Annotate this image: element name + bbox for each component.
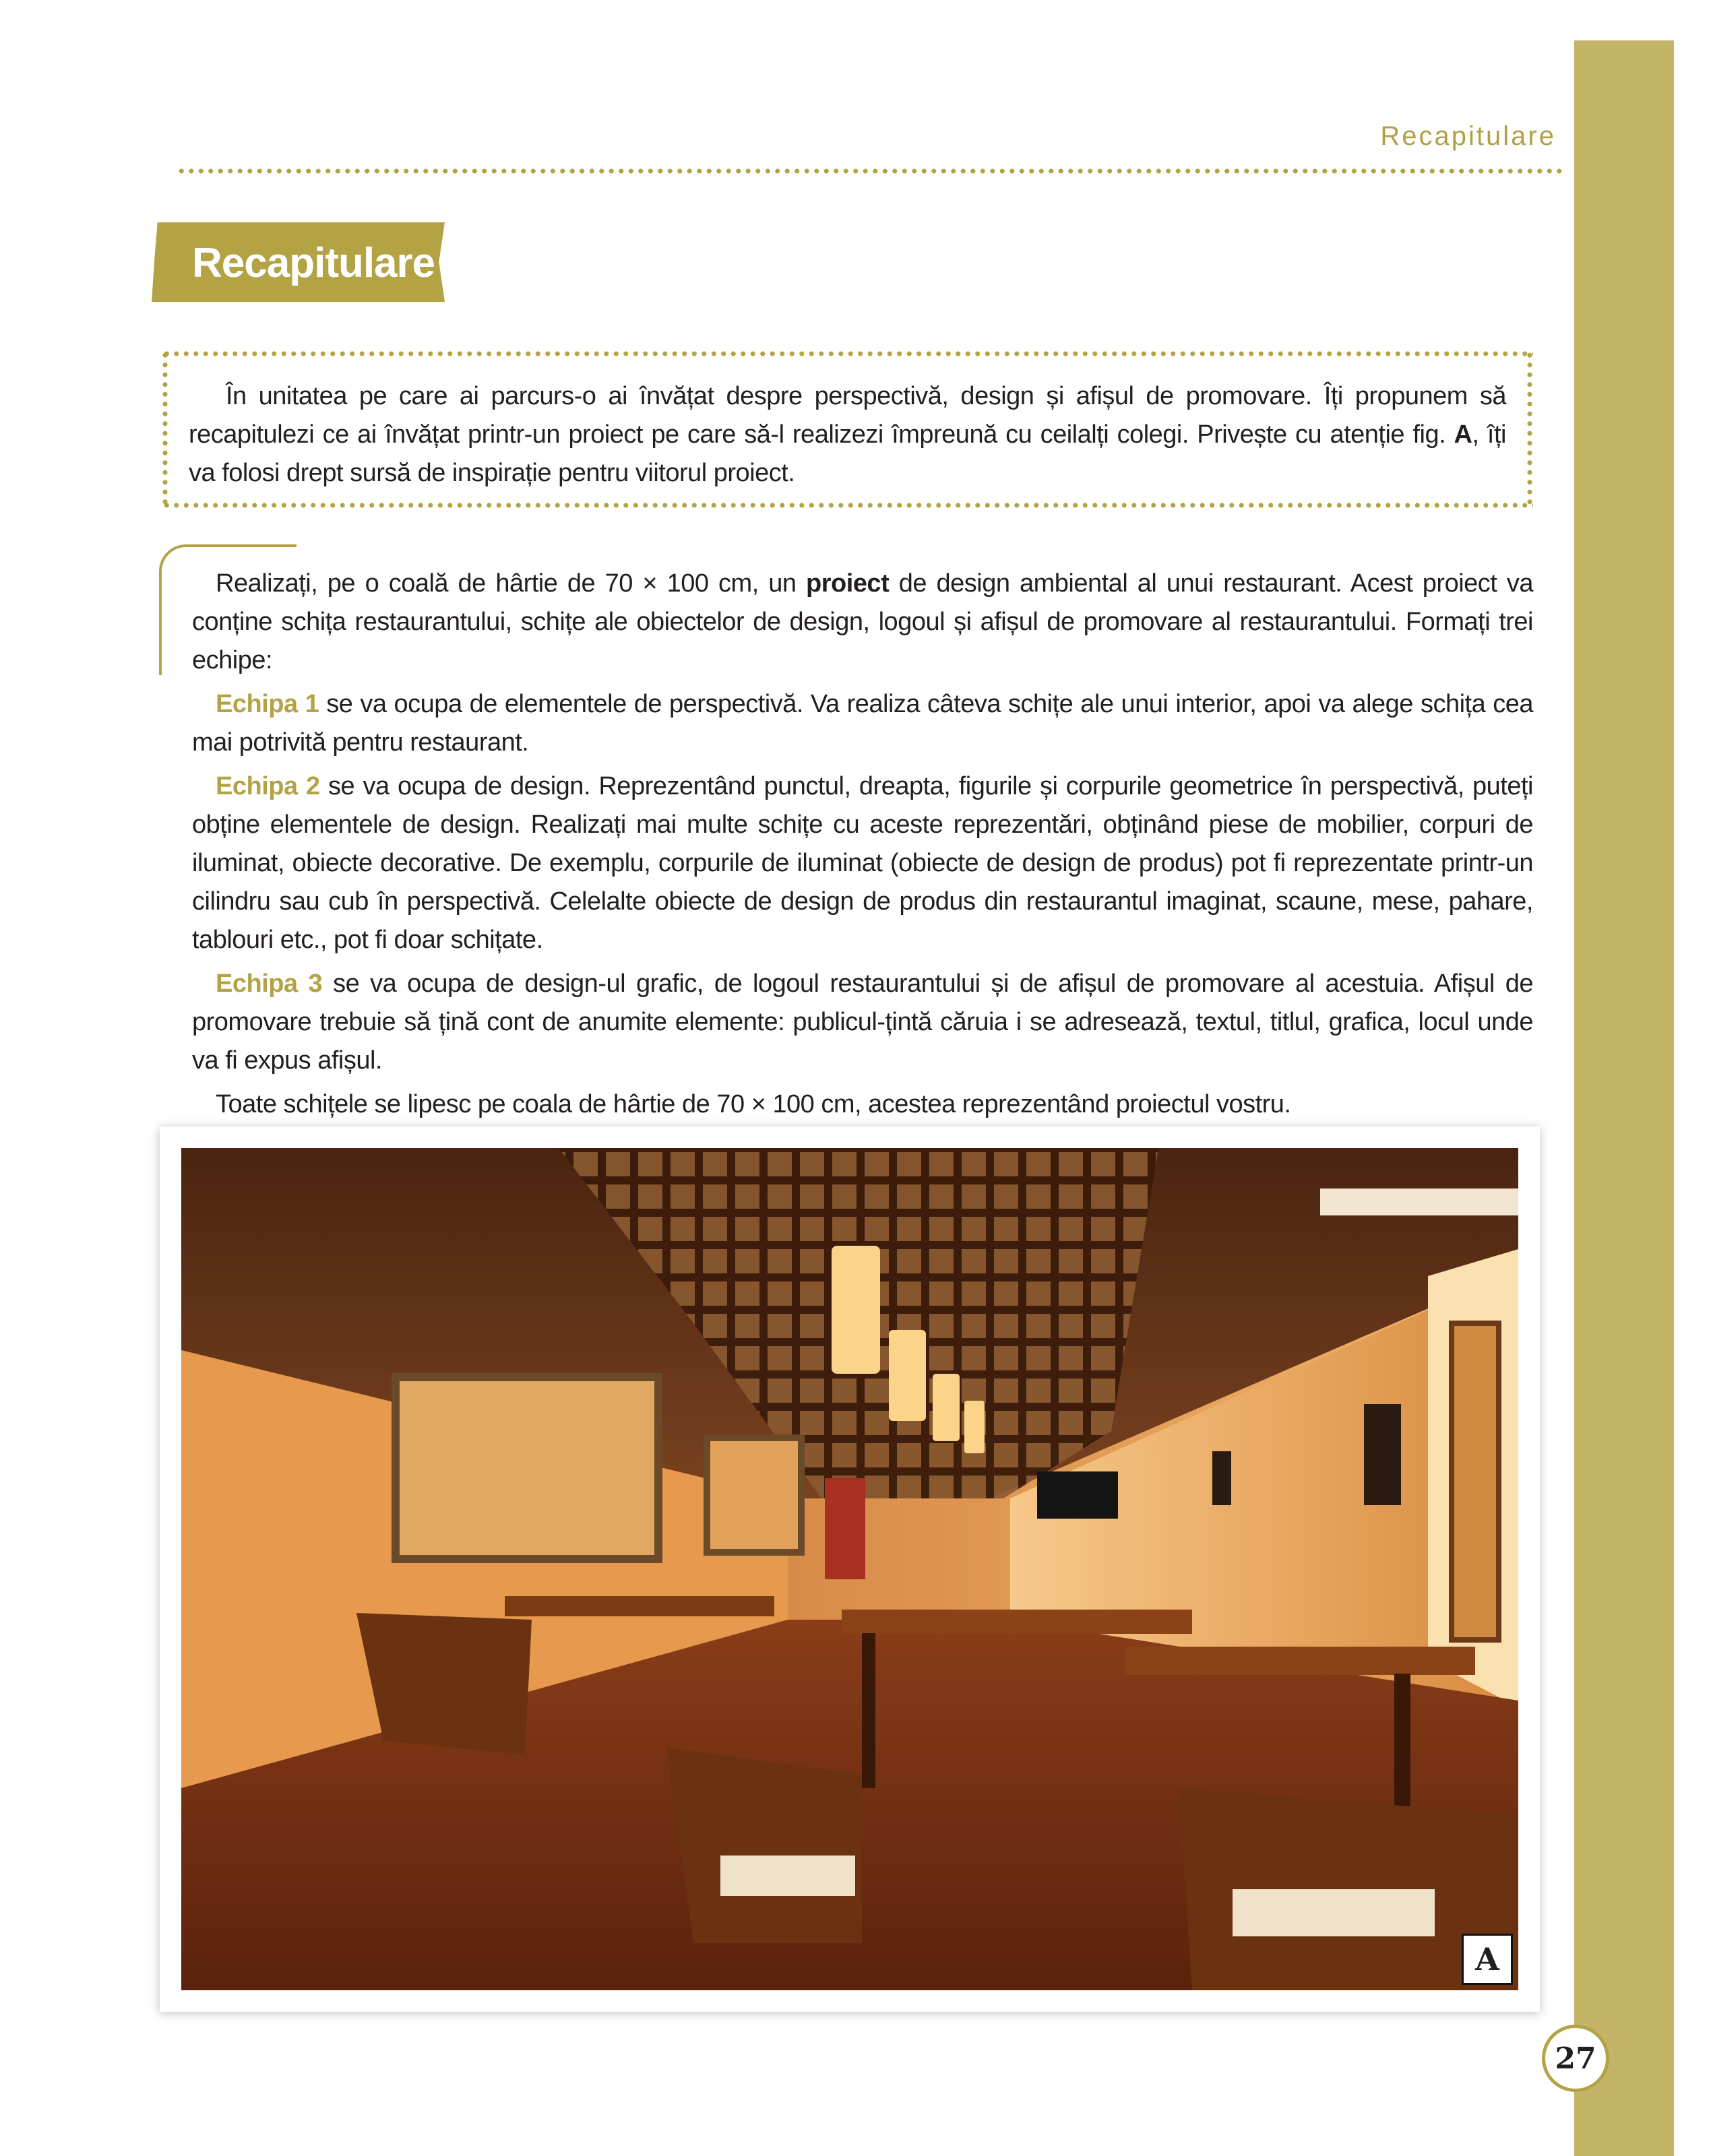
p1-text-a: Realizați, pe o coală de hârtie de 70 × 100 cm, un xyxy=(216,569,807,598)
intro-box-left-border xyxy=(162,350,168,509)
team3-label: Echipa 3 xyxy=(216,970,323,998)
restaurant-photo xyxy=(181,1148,1518,1990)
project-instructions xyxy=(192,565,1533,1129)
section-title: Recapitulare xyxy=(192,240,435,286)
side-color-band xyxy=(1574,40,1674,2156)
paragraph-team1 xyxy=(192,685,1533,762)
intro-text-part1: În unitatea pe care ai parcurs-o ai învățat despre perspectivă, design și afișul de promovare. Îți propunem să recapitulezi ce ai învățat printr-un proiect pe care să-l realizezi împreună cu ceilalți colegi. Privește cu atenție fig. xyxy=(189,382,1506,449)
header-dotted-rule xyxy=(177,168,1565,174)
team1-text: se va ocupa de elementele de perspectivă. Va realiza câteva schițe ale unui interior, apoi va alege schița cea mai potrivită pentru restaurant. xyxy=(192,690,1533,757)
team1-label: Echipa 1 xyxy=(216,690,319,718)
figure-label: A xyxy=(1462,1934,1513,1985)
intro-box-right-border xyxy=(1526,350,1533,509)
intro-box xyxy=(162,350,1533,509)
p1-bold-word: proiect xyxy=(806,569,890,598)
paragraph-project xyxy=(192,565,1533,680)
intro-paragraph xyxy=(189,377,1506,493)
paragraph-team3 xyxy=(192,965,1533,1080)
intro-box-top-border xyxy=(162,350,1533,357)
page-number: 27 xyxy=(1542,2025,1609,2092)
team2-label: Echipa 2 xyxy=(216,772,320,800)
running-header: Recapitulare xyxy=(1380,121,1556,151)
intro-text-part2: , îți va folosi drept sursă de inspirație pentru viitorul proiect. xyxy=(189,420,1506,487)
team3-text: se va ocupa de design-ul grafic, de logoul restaurantului și de afișul de promovare al acestuia. Afișul de promovare trebuie să țină cont de anumite elemente: publicul-țintă căruia i se adresează, textul, titlul, grafica, locul unde va fi expus afișul. xyxy=(192,970,1533,1075)
intro-figure-ref: A xyxy=(1454,420,1472,449)
intro-box-bottom-border xyxy=(162,502,1533,509)
restaurant-illustration xyxy=(181,1148,1518,1990)
p1-text-b: de design ambiental al unui restaurant. Acest proiect va conține schița restaurantului, schițe ale obiectelor de design, logoul și afișul de promovare al restaurantului. Formați trei echipe: xyxy=(192,569,1533,674)
team2-text: se va ocupa de design. Reprezentând punctul, dreapta, figurile și corpurile geometrice în perspectivă, puteți obține elementele de design. Realizați mai multe schițe cu aceste reprezentări, obținând piese de mobilier, corpuri de iluminat, obiecte decorative. De exemplu, corpurile de iluminat (obiecte de design de produs) pot fi reprezentate printr-un cilindru sau cub în perspectivă. Celelalte obiecte de design de produs din restaurantul imaginat, scaune, mese, pahare, tablouri etc., pot fi doar schițate. xyxy=(192,772,1533,954)
figure-frame xyxy=(160,1127,1540,2012)
paragraph-team2 xyxy=(192,767,1533,959)
paragraph-closing: Toate schițele se lipesc pe coala de hârtie de 70 × 100 cm, acestea reprezentând proiectul vostru. xyxy=(216,1090,1291,1118)
